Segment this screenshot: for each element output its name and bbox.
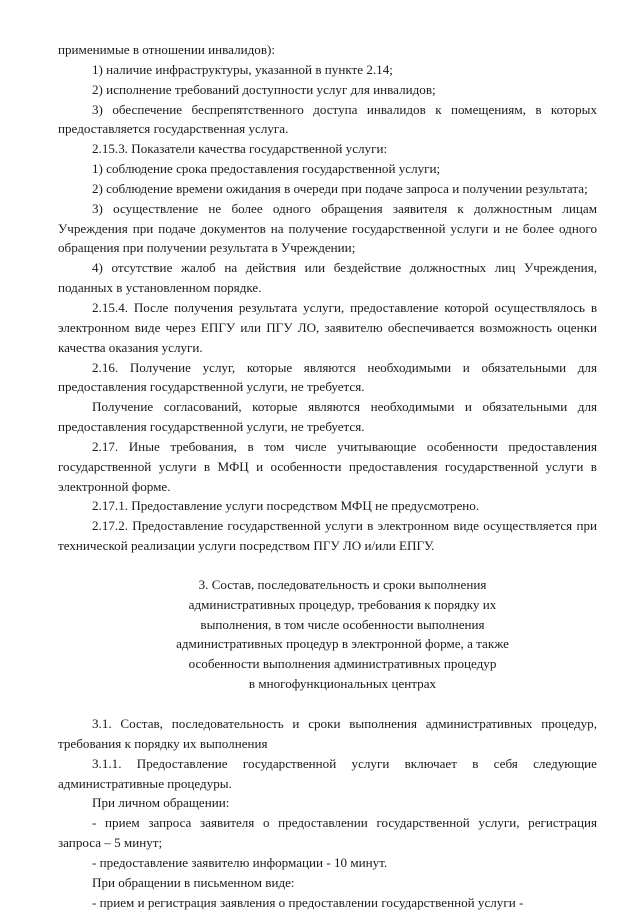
paragraph: 2.17. Иные требования, в том числе учитывающие особенности предоставления государственной услуги в МФЦ и особенности предоставления государственной услуги в электронной форме. bbox=[58, 438, 597, 494]
document-page bbox=[58, 40, 597, 912]
section-heading-line: особенности выполнения административных процедур bbox=[188, 656, 497, 672]
paragraph: Получение согласований, которые являются необходимыми и обязательными для предоставления государственной услуги, не требуется. bbox=[58, 399, 597, 435]
paragraph: 2.17.1. Предоставление услуги посредством МФЦ не предусмотрено. bbox=[92, 498, 480, 514]
paragraph: 1) соблюдение срока предоставления государственной услуги; bbox=[92, 161, 441, 177]
paragraph: При обращении в письменном виде: bbox=[92, 874, 295, 890]
section-heading-line: административных процедур в электронной форме, а также bbox=[176, 636, 509, 652]
paragraph: 2) соблюдение времени ожидания в очереди при подаче запроса и получении результата; bbox=[92, 180, 588, 196]
paragraph: При личном обращении: bbox=[92, 795, 230, 811]
paragraph: применимые в отношении инвалидов): bbox=[58, 42, 276, 57]
section-heading bbox=[103, 575, 553, 694]
paragraph: 1) наличие инфраструктуры, указанной в пункте 2.14; bbox=[92, 61, 393, 77]
paragraph: 3.1. Состав, последовательность и сроки выполнения административных процедур, требования к порядку их выполнения bbox=[58, 716, 597, 751]
section-heading-line: в многофункциональных центрах bbox=[248, 676, 437, 692]
paragraph: - прием и регистрация заявления о предоставлении государственной услуги - bbox=[92, 894, 524, 910]
paragraph: 3.1.1. Предоставление государственной услуги включает в себя следующие административные процедуры. bbox=[58, 755, 597, 791]
paragraph: - предоставление заявителю информации - 10 минут. bbox=[92, 854, 388, 870]
section-heading-line: 3. Состав, последовательность и сроки выполнения bbox=[198, 576, 487, 592]
section-heading-line: административных процедур, требования к порядку их bbox=[188, 596, 497, 612]
paragraph: 2.15.4. После получения результата услуги, предоставление которой осуществлялось в электронном виде через ЕПГУ или ПГУ ЛО, заявителю обеспечивается возможность оценки качества оказания услуги. bbox=[58, 299, 597, 355]
paragraph: - прием запроса заявителя о предоставлении государственной услуги, регистрация запроса – 5 минут; bbox=[58, 815, 597, 851]
paragraph: 2.15.3. Показатели качества государственной услуги: bbox=[92, 141, 388, 157]
paragraph: 3) обеспечение беспрепятственного доступа инвалидов к помещениям, в которых предоставляется государственная услуга. bbox=[58, 101, 597, 137]
spacer bbox=[58, 694, 597, 714]
paragraph: 2.17.2. Предоставление государственной услуги в электронном виде осуществляется при технической реализации услуги посредством ПГУ ЛО и/или ЕПГУ. bbox=[58, 518, 597, 554]
document-body-top bbox=[58, 40, 597, 556]
section-heading-line: выполнения, в том числе особенности выполнения bbox=[200, 616, 485, 632]
paragraph: 2) исполнение требований доступности услуг для инвалидов; bbox=[92, 81, 436, 97]
paragraph: 4) отсутствие жалоб на действия или бездействие должностных лиц Учреждения, поданных в установленном порядке. bbox=[58, 260, 597, 296]
spacer bbox=[58, 556, 597, 575]
document-body-bottom bbox=[58, 714, 597, 912]
paragraph: 2.16. Получение услуг, которые являются необходимыми и обязательными для предоставления государственной услуги, не требуется. bbox=[58, 359, 597, 395]
paragraph: 3) осуществление не более одного обращения заявителя к должностным лицам Учреждения при подаче документов на получение государственной услуги и не более одного обращения при получении результата в Учреждении; bbox=[58, 200, 597, 256]
